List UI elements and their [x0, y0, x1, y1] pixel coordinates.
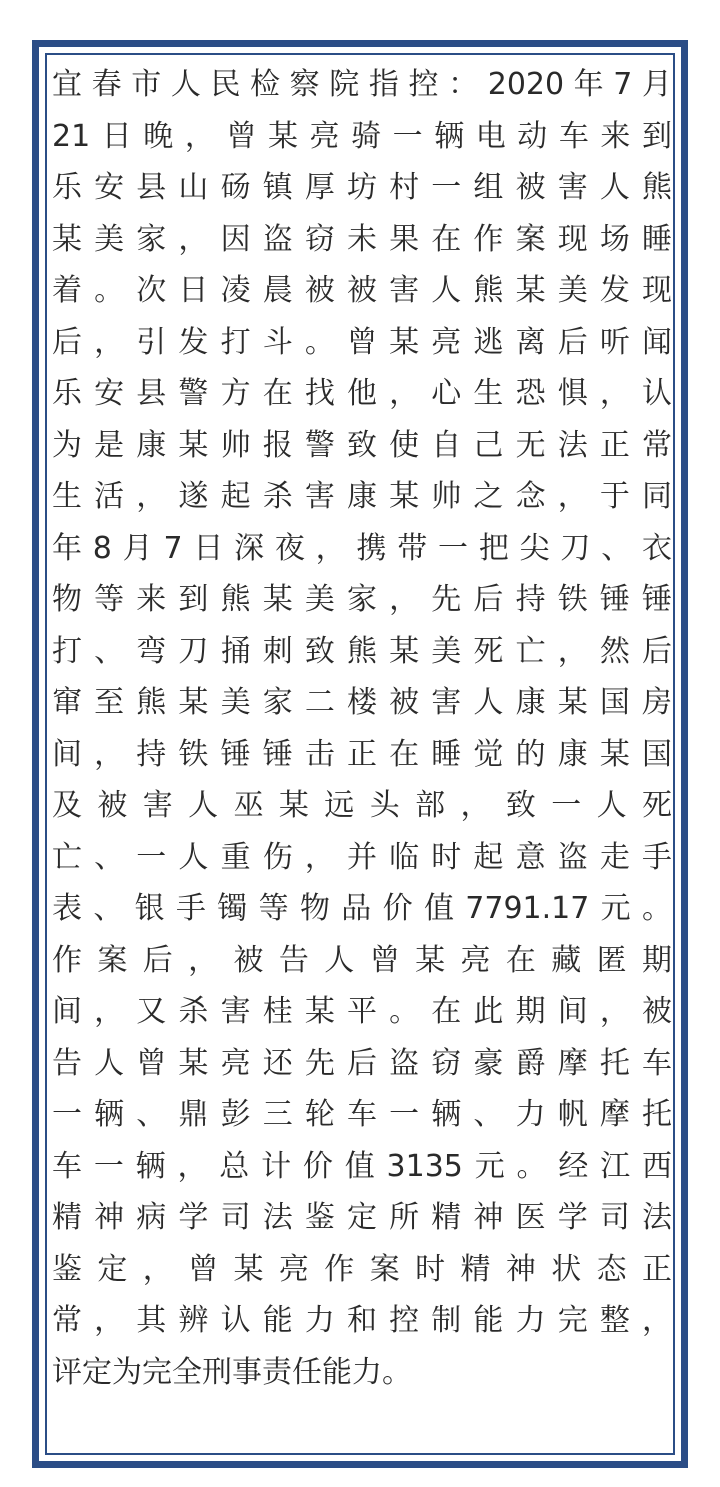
text-line: 打、弯刀捅刺致熊某美死亡，然后: [52, 633, 672, 669]
text-line: 一辆、鼎彭三轮车一辆、力帆摩托: [52, 1097, 672, 1132]
text-line: 间，又杀害桂某平。在此期间，被: [52, 994, 672, 1029]
text-line: 乐安县警方在找他，心生恐惧，认: [52, 376, 672, 411]
text-line: 年8月7日深夜，携带一把尖刀、衣: [52, 530, 672, 566]
text-line: 物等来到熊某美家，先后持铁锤锤: [52, 582, 672, 617]
text-line: 鉴定，曾某亮作案时精神状态正: [52, 1251, 672, 1287]
text-line: 车一辆，总计价值3135元。经江西: [52, 1148, 672, 1184]
text-line: 着。次日凌晨被被害人熊某美发现: [52, 273, 672, 308]
text-line: 作案后，被告人曾某亮在藏匿期: [52, 942, 672, 978]
text-line: 表、银手镯等物品价值7791.17元。: [52, 891, 672, 926]
text-line: 间，持铁锤锤击正在睡觉的康某国: [52, 736, 672, 772]
text-line: 常，其辨认能力和控制能力完整，: [52, 1303, 672, 1338]
text-line: 亡、一人重伤，并临时起意盗走手: [52, 839, 672, 875]
text-line: 宜春市人民检察院指控：2020年7月: [52, 67, 672, 102]
text-line: 及被害人巫某远头部，致一人死: [52, 788, 672, 823]
article-text: [52, 59, 672, 1398]
text-line: 生活，遂起杀害康某帅之念，于同: [52, 479, 672, 514]
text-line: 后，引发打斗。曾某亮逃离后听闻: [52, 324, 672, 360]
text-line: 窜至熊某美家二楼被害人康某国房: [52, 685, 672, 720]
text-line: 为是康某帅报警致使自己无法正常: [52, 427, 672, 463]
text-line: 告人曾某亮还先后盗窃豪爵摩托车: [52, 1045, 672, 1081]
text-line-last: 评定为完全刑事责任能力。: [52, 1354, 412, 1390]
text-line: 精神病学司法鉴定所精神医学司法: [52, 1200, 672, 1235]
text-line: 乐安县山砀镇厚坊村一组被害人熊: [52, 170, 672, 205]
text-line: 21日晚，曾某亮骑一辆电动车来到: [52, 118, 672, 154]
text-line: 某美家，因盗窃未果在作案现场睡: [52, 221, 672, 257]
